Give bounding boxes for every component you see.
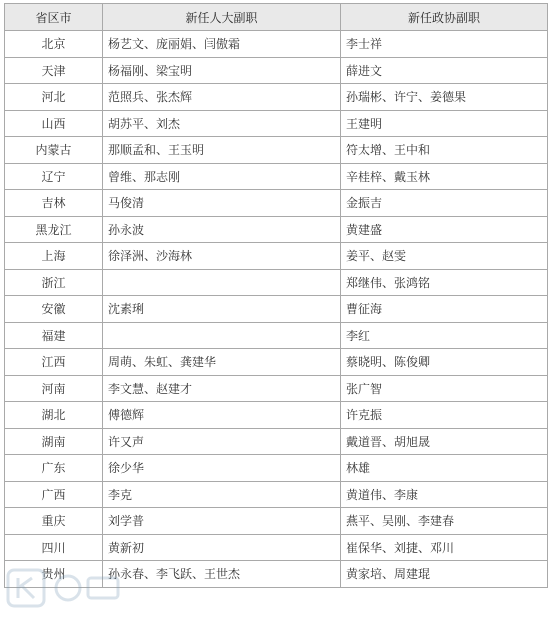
npc-deputy-cell: 杨福刚、梁宝明 xyxy=(103,57,341,84)
cppcc-deputy-cell: 曹征海 xyxy=(341,296,548,323)
header-province: 省区市 xyxy=(5,4,103,31)
npc-deputy-cell xyxy=(103,322,341,349)
cppcc-deputy-cell: 李红 xyxy=(341,322,548,349)
npc-deputy-cell: 孙永春、李飞跃、王世杰 xyxy=(103,561,341,588)
province-cell: 吉林 xyxy=(5,190,103,217)
cppcc-deputy-cell: 蔡晓明、陈俊卿 xyxy=(341,349,548,376)
cppcc-deputy-cell: 符太增、王中和 xyxy=(341,137,548,164)
cppcc-deputy-cell: 王建明 xyxy=(341,110,548,137)
npc-deputy-cell xyxy=(103,269,341,296)
province-cell: 内蒙古 xyxy=(5,137,103,164)
province-cell: 河南 xyxy=(5,375,103,402)
officials-table-container xyxy=(4,3,547,588)
table-row xyxy=(5,296,548,323)
province-cell: 浙江 xyxy=(5,269,103,296)
npc-deputy-cell: 曾维、那志刚 xyxy=(103,163,341,190)
cppcc-deputy-cell: 郑继伟、张鸿铭 xyxy=(341,269,548,296)
province-cell: 湖北 xyxy=(5,402,103,429)
npc-deputy-cell: 李克 xyxy=(103,481,341,508)
table-row xyxy=(5,269,548,296)
table-row xyxy=(5,216,548,243)
table-row xyxy=(5,534,548,561)
cppcc-deputy-cell: 薛进文 xyxy=(341,57,548,84)
province-cell: 黑龙江 xyxy=(5,216,103,243)
table-row xyxy=(5,110,548,137)
header-cppcc-deputy: 新任政协副职 xyxy=(341,4,548,31)
table-row xyxy=(5,402,548,429)
officials-table xyxy=(4,3,548,588)
province-cell: 山西 xyxy=(5,110,103,137)
header-npc-deputy: 新任人大副职 xyxy=(103,4,341,31)
npc-deputy-cell: 刘学普 xyxy=(103,508,341,535)
cppcc-deputy-cell: 许克振 xyxy=(341,402,548,429)
npc-deputy-cell: 沈素琍 xyxy=(103,296,341,323)
province-cell: 安徽 xyxy=(5,296,103,323)
table-body xyxy=(5,31,548,588)
province-cell: 江西 xyxy=(5,349,103,376)
province-cell: 河北 xyxy=(5,84,103,111)
npc-deputy-cell: 周萌、朱虹、龚建华 xyxy=(103,349,341,376)
table-row xyxy=(5,481,548,508)
cppcc-deputy-cell: 李士祥 xyxy=(341,31,548,58)
table-row xyxy=(5,57,548,84)
npc-deputy-cell: 傅德辉 xyxy=(103,402,341,429)
province-cell: 广西 xyxy=(5,481,103,508)
cppcc-deputy-cell: 崔保华、刘捷、邓川 xyxy=(341,534,548,561)
table-header-row xyxy=(5,4,548,31)
table-row xyxy=(5,190,548,217)
cppcc-deputy-cell: 黄建盛 xyxy=(341,216,548,243)
table-row xyxy=(5,84,548,111)
npc-deputy-cell: 马俊清 xyxy=(103,190,341,217)
table-row xyxy=(5,31,548,58)
province-cell: 福建 xyxy=(5,322,103,349)
cppcc-deputy-cell: 辛桂梓、戴玉林 xyxy=(341,163,548,190)
cppcc-deputy-cell: 姜平、赵雯 xyxy=(341,243,548,270)
cppcc-deputy-cell: 张广智 xyxy=(341,375,548,402)
province-cell: 重庆 xyxy=(5,508,103,535)
npc-deputy-cell: 许又声 xyxy=(103,428,341,455)
table-row xyxy=(5,561,548,588)
province-cell: 辽宁 xyxy=(5,163,103,190)
npc-deputy-cell: 孙永波 xyxy=(103,216,341,243)
npc-deputy-cell: 徐泽洲、沙海林 xyxy=(103,243,341,270)
province-cell: 上海 xyxy=(5,243,103,270)
cppcc-deputy-cell: 黄家培、周建琨 xyxy=(341,561,548,588)
table-row xyxy=(5,322,548,349)
cppcc-deputy-cell: 黄道伟、李康 xyxy=(341,481,548,508)
table-row xyxy=(5,375,548,402)
table-row xyxy=(5,163,548,190)
table-row xyxy=(5,243,548,270)
province-cell: 湖南 xyxy=(5,428,103,455)
table-row xyxy=(5,455,548,482)
province-cell: 贵州 xyxy=(5,561,103,588)
npc-deputy-cell: 那顺孟和、王玉明 xyxy=(103,137,341,164)
table-row xyxy=(5,349,548,376)
table-row xyxy=(5,137,548,164)
table-row xyxy=(5,508,548,535)
npc-deputy-cell: 徐少华 xyxy=(103,455,341,482)
npc-deputy-cell: 李文慧、赵建才 xyxy=(103,375,341,402)
cppcc-deputy-cell: 林雄 xyxy=(341,455,548,482)
npc-deputy-cell: 杨艺文、庞丽娟、闫傲霜 xyxy=(103,31,341,58)
province-cell: 四川 xyxy=(5,534,103,561)
province-cell: 天津 xyxy=(5,57,103,84)
province-cell: 北京 xyxy=(5,31,103,58)
npc-deputy-cell: 黄新初 xyxy=(103,534,341,561)
cppcc-deputy-cell: 金振吉 xyxy=(341,190,548,217)
cppcc-deputy-cell: 孙瑞彬、许宁、姜德果 xyxy=(341,84,548,111)
npc-deputy-cell: 范照兵、张杰辉 xyxy=(103,84,341,111)
province-cell: 广东 xyxy=(5,455,103,482)
npc-deputy-cell: 胡苏平、刘杰 xyxy=(103,110,341,137)
cppcc-deputy-cell: 燕平、吴刚、李建春 xyxy=(341,508,548,535)
cppcc-deputy-cell: 戴道晋、胡旭晟 xyxy=(341,428,548,455)
table-row xyxy=(5,428,548,455)
